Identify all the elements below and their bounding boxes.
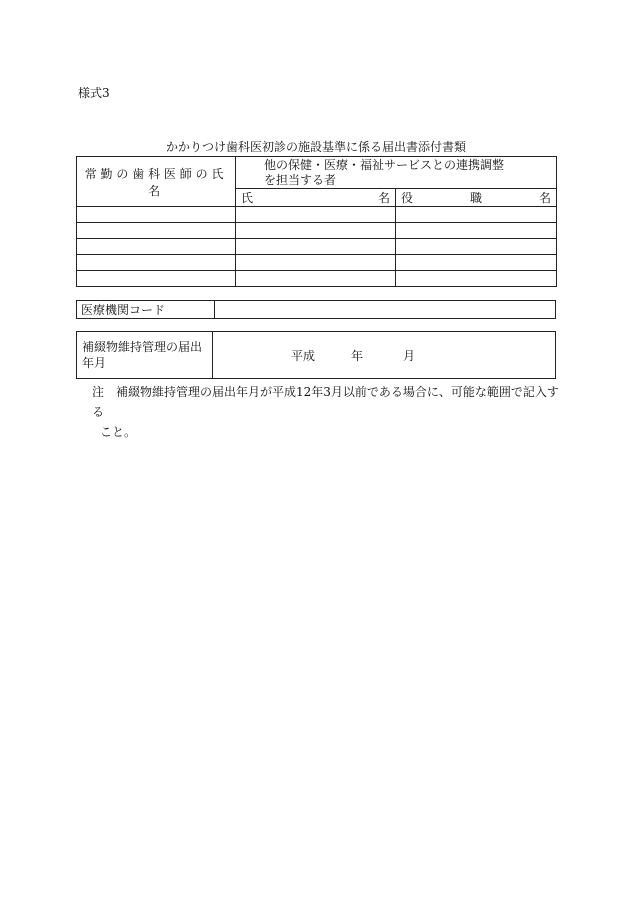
role-subheader-char-2: 職 xyxy=(470,191,483,205)
notification-date-label xyxy=(77,332,213,379)
coordinator-header-line1: 他の保健・医療・福祉サービスとの連携調整 xyxy=(264,157,505,172)
table-row xyxy=(77,255,557,271)
coordinator-name-cell[interactable] xyxy=(236,255,396,271)
table-row xyxy=(77,223,557,239)
doctor-name-cell[interactable] xyxy=(77,223,236,239)
year-unit-label: 年 xyxy=(351,348,364,363)
name-subheader xyxy=(236,189,396,207)
document-title: かかりつけ歯科医初診の施設基準に係る届出書添付書類 xyxy=(165,140,466,154)
role-subheader-char-1: 役 xyxy=(401,191,414,205)
name-subheader-left: 氏 xyxy=(241,191,254,205)
table-row xyxy=(77,271,557,287)
footnote xyxy=(92,382,562,442)
doctor-name-cell[interactable] xyxy=(77,207,236,223)
footnote-line2: こと。 xyxy=(100,425,137,439)
coordinator-role-cell[interactable] xyxy=(396,239,557,255)
era-label: 平成 xyxy=(291,348,316,363)
institution-code-table xyxy=(76,300,556,319)
institution-code-label: 医療機関コード xyxy=(77,301,215,319)
role-subheader-char-3: 名 xyxy=(539,191,552,205)
coordinator-name-cell[interactable] xyxy=(236,239,396,255)
notification-date-field[interactable] xyxy=(213,332,556,379)
coordinator-name-cell[interactable] xyxy=(236,223,396,239)
doctor-name-cell[interactable] xyxy=(77,271,236,287)
form-number: 様式3 xyxy=(78,86,110,100)
doctor-name-cell[interactable] xyxy=(77,239,236,255)
doctor-name-cell[interactable] xyxy=(77,255,236,271)
role-subheader xyxy=(396,189,557,207)
staff-table xyxy=(76,156,557,287)
table-row xyxy=(77,239,557,255)
table-row xyxy=(77,207,557,223)
coordinator-role-cell[interactable] xyxy=(396,207,557,223)
coordinator-header xyxy=(236,157,557,189)
coordinator-role-cell[interactable] xyxy=(396,255,557,271)
doctor-name-header: 常勤の歯科医師の氏名 xyxy=(77,157,236,207)
footnote-line1: 注 補綴物維持管理の届出年月が平成12年3月以前である場合に、可能な範囲で記入する xyxy=(92,385,559,419)
coordinator-header-line2: を担当する者 xyxy=(264,172,337,187)
notification-date-label-line2: 年月 xyxy=(82,356,107,370)
name-subheader-right: 名 xyxy=(377,191,390,205)
month-unit-label: 月 xyxy=(403,348,416,363)
coordinator-name-cell[interactable] xyxy=(236,271,396,287)
notification-date-table xyxy=(76,331,556,379)
institution-code-field[interactable] xyxy=(215,301,556,319)
notification-date-label-line1: 補綴物維持管理の届出 xyxy=(82,340,203,354)
coordinator-role-cell[interactable] xyxy=(396,271,557,287)
coordinator-name-cell[interactable] xyxy=(236,207,396,223)
coordinator-role-cell[interactable] xyxy=(396,223,557,239)
